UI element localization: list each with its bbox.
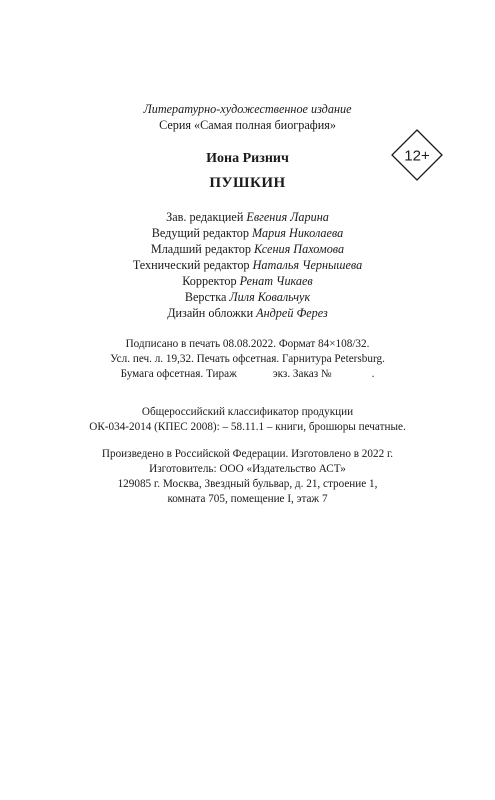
credit-role: Дизайн обложки [167,306,254,320]
credit-line [0,273,495,289]
credit-role: Младший редактор [150,242,251,256]
credit-line [0,241,495,257]
credit-line [0,305,495,321]
credit-name: Ксения Пахомова [254,242,345,256]
author-name: Иона Ризнич [206,151,289,166]
credit-role: Ведущий редактор [151,226,249,240]
credit-name: Мария Николаева [252,226,344,240]
classifier-line: Общероссийский классификатор продукции [141,406,354,418]
order-number-label: экз. Заказ № [272,368,332,380]
credit-name: Ренат Чикаев [239,274,313,288]
book-title: ПУШКИН [209,175,286,191]
credit-role: Технический редактор [132,258,250,272]
credit-line [0,209,495,225]
credit-role: Зав. редакцией [166,210,244,224]
manufacturer-line: Произведено в Российской Федерации. Изготовлено в 2022 г. [101,448,394,460]
manufacturer-line: 129085 г. Москва, Звездный бульвар, д. 21, строение 1, [117,478,378,490]
credit-line [0,257,495,273]
credit-role: Верстка [184,290,227,304]
manufacturer-line: комната 705, помещение I, этаж 7 [167,493,328,505]
print-info-line: Усл. печ. л. 19,32. Печать офсетная. Гарнитура Petersburg. [110,353,385,365]
credit-name: Андрей Ферез [256,306,328,320]
classifier-line: ОК-034-2014 (КПЕС 2008): – 58.11.1 – книги, брошюры печатные. [89,421,406,433]
credit-line [0,289,495,305]
print-info-end: . [371,368,375,380]
credit-line [0,225,495,241]
manufacturer-line: Изготовитель: ООО «Издательство АСТ» [149,463,346,475]
print-run-label: Бумага офсетная. Тираж [120,368,237,380]
edition-type: Литературно-художественное издание [143,102,352,116]
series-name: Серия «Самая полная биография» [159,118,336,132]
print-info-line [0,367,495,382]
credit-role: Корректор [182,274,237,288]
credit-name: Наталья Чернышева [252,258,363,272]
credit-name: Евгения Ларина [246,210,329,224]
print-info-line: Подписано в печать 08.08.2022. Формат 84×108/32. [125,338,370,350]
credit-name: Лиля Ковальчук [229,290,311,304]
age-rating-text: 12+ [404,147,430,165]
